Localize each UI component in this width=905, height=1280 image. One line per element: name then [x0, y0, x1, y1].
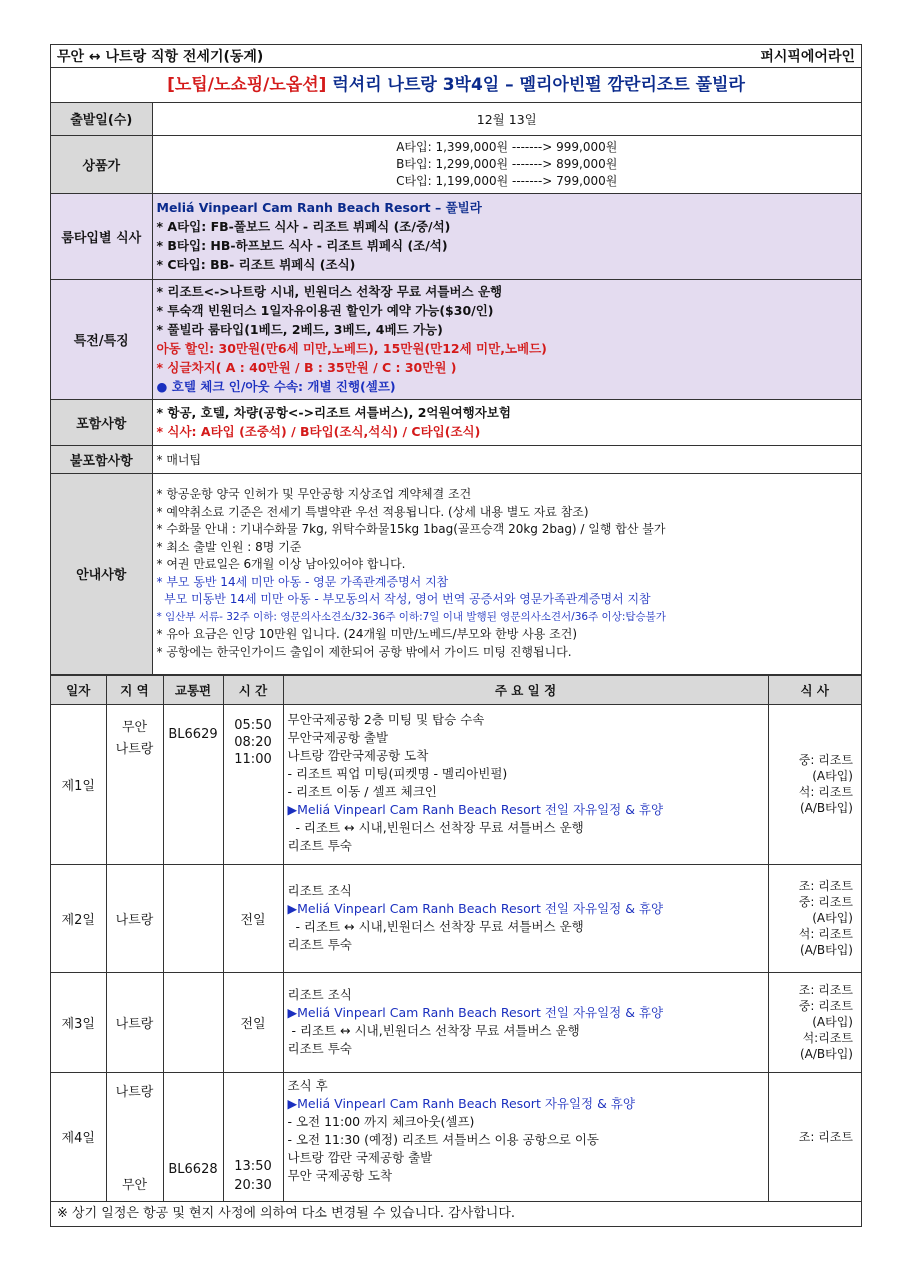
room-meal-label: 룸타입별 식사	[51, 193, 152, 279]
benefit-3: * 풀빌라 룸타입(1베드, 2베드, 3베드, 4베드 가능)	[156, 322, 443, 337]
note-3: * 수화물 안내 : 기내수화물 7kg, 위탁수화물15kg 1bag(골프승객 20kg 2bag) / 일행 합산 불가	[156, 522, 666, 536]
route-title: 무안 ↔ 나트랑 직항 전세기(동계)	[57, 49, 264, 65]
time-cell: 전일	[223, 864, 283, 972]
headline-tag: [노팁/노쇼핑/노옵션]	[167, 75, 327, 95]
itinerary-line: - 리조트 이동 / 셀프 체크인	[287, 783, 437, 799]
room-meal-c: * C타입: BB- 리조트 뷔페식 (조식)	[156, 257, 356, 272]
price-b: B타입: 1,299,000원 -------> 899,000원	[396, 156, 618, 171]
itinerary-line: - 오전 11:00 까지 체크아웃(셀프)	[287, 1113, 475, 1129]
region-to: 무안	[121, 1178, 148, 1193]
meal-line: 중: 리조트	[798, 999, 853, 1013]
stay-line: 리조트 투숙	[287, 1041, 352, 1056]
itinerary-sheet	[50, 44, 862, 1227]
benefits-cell	[152, 279, 861, 399]
col-transport: 교통편	[163, 675, 223, 704]
flight-number	[163, 864, 223, 972]
meal-line: (A타입)	[812, 1015, 853, 1029]
shuttle-line: - 리조트 ↔ 시내,빈원더스 선착장 무료 셔틀버스 운행	[287, 819, 584, 835]
time-cell: 전일	[223, 972, 283, 1072]
price-label: 상품가	[51, 135, 152, 193]
itinerary-line: 조식 후	[287, 1077, 328, 1093]
col-itinerary: 주 요 일 정	[283, 675, 768, 704]
benefits-label: 특전/특징	[51, 279, 152, 399]
meal-line: 석: 리조트	[798, 927, 853, 941]
departure-label: 출발일(수)	[51, 103, 152, 135]
single-charge: * 싱글차지( A : 40만원 / B : 35만원 / C : 30만원 )	[156, 360, 457, 375]
meal-line: (A/B타입)	[799, 943, 853, 957]
region-cell	[106, 1072, 163, 1201]
itinerary-line: 무안 국제공항 도착	[287, 1167, 393, 1183]
included-line-1: * 항공, 호텔, 차량(공항<->리조트 셔틀버스), 2억원여행자보험	[156, 405, 511, 420]
col-day: 일자	[51, 675, 106, 704]
region-cell: 나트랑	[106, 864, 163, 972]
itinerary-line: 무안국제공항 2층 미팅 및 탑승 수속	[287, 711, 485, 727]
resort-schedule-line: ▶Meliá Vinpearl Cam Ranh Beach Resort 전일 자유일정 & 휴양	[287, 801, 664, 817]
included-cell	[152, 399, 861, 445]
note-infant: * 유아 요금은 인당 10만원 입니다. (24개월 미만/노베드/부모와 한방 사용 조건)	[156, 627, 578, 641]
itinerary-line: 리조트 조식	[287, 883, 352, 898]
note-4: * 최소 출발 인원 : 8명 기준	[156, 539, 302, 554]
meal-line: (A타입)	[812, 911, 853, 925]
meal-line: 석: 리조트	[798, 785, 853, 799]
price-list	[152, 135, 861, 193]
time-1: 05:50	[234, 717, 272, 733]
room-meal-cell	[152, 193, 861, 279]
itinerary-cell	[283, 1072, 768, 1201]
meal-cell	[768, 704, 861, 864]
itinerary-line: 나트랑 깜란 국제공항 출발	[287, 1149, 433, 1165]
time-2: 20:30	[234, 1178, 272, 1193]
itinerary-cell	[283, 972, 768, 1072]
day-label: 제3일	[51, 972, 106, 1072]
meal-line: 석:리조트	[802, 1031, 853, 1045]
itinerary-line: - 오전 11:30 (예정) 리조트 셔틀버스 이용 공항으로 이동	[287, 1131, 599, 1147]
day-row	[51, 864, 861, 972]
note-1: * 항공운항 양국 인허가 및 무안공항 지상조업 계약체결 조건	[156, 487, 472, 501]
time-3: 11:00	[234, 751, 272, 767]
benefit-1: * 리조트<->나트랑 시내, 빈원더스 선착장 무료 셔틀버스 운행	[156, 284, 503, 299]
region-to: 나트랑	[115, 741, 154, 757]
note-child-1: * 부모 동반 14세 미만 아동 - 영문 가족관계증명서 지참	[156, 574, 449, 589]
meal-line: 중: 리조트	[798, 895, 853, 909]
day-label: 제1일	[51, 704, 106, 864]
benefit-2: * 투숙객 빈원더스 1일자유이용권 할인가 예약 가능($30/인)	[156, 303, 494, 318]
schedule-table	[51, 675, 861, 1202]
included-label: 포함사항	[51, 399, 152, 445]
meal-line: (A타입)	[812, 769, 853, 783]
airline-name: 퍼시픽에어라인	[760, 49, 855, 65]
stay-line: 리조트 투숙	[287, 837, 352, 853]
footer-note: ※ 상기 일정은 항공 및 현지 사정에 의하여 다소 변경될 수 있습니다. 감사합니다.	[51, 1201, 861, 1226]
itinerary-cell	[283, 704, 768, 864]
shuttle-line: - 리조트 ↔ 시내,빈원더스 선착장 무료 셔틀버스 운행	[287, 1023, 580, 1038]
meal-cell	[768, 1072, 861, 1201]
time-1: 13:50	[234, 1159, 272, 1174]
flight-number: BL6628	[163, 1072, 223, 1201]
itinerary-line: 나트랑 깜란국제공항 도착	[287, 747, 429, 763]
col-time: 시 간	[223, 675, 283, 704]
child-discount: 아동 할인: 30만원(만6세 미만,노베드), 15만원(만12세 미만,노베드)	[156, 341, 547, 356]
itinerary-line: 무안국제공항 출발	[287, 729, 389, 745]
region-from: 나트랑	[115, 1084, 154, 1100]
excluded-label: 불포함사항	[51, 445, 152, 473]
day-row	[51, 1072, 861, 1201]
note-pregnancy: * 임산부 서류- 32주 이하: 영문의사소견소/32-36주 이하:7일 이내 발행된 영문의사소견서/36주 이상:탑승불가	[156, 610, 666, 623]
meal-line: (A/B타입)	[799, 1047, 853, 1061]
headline-title: 럭셔리 나트랑 3박4일 – 멜리아빈펄 깜란리조트 풀빌라	[332, 75, 745, 95]
notes-cell	[152, 473, 861, 674]
note-guide: * 공항에는 한국인가이드 출입이 제한되어 공항 밖에서 가이드 미팅 진행됩니다.	[156, 644, 572, 659]
note-child-2: 부모 미동반 14세 미만 아동 - 부모동의서 작성, 영어 번역 공증서와 영문가족관계증명서 지참	[156, 592, 651, 606]
stay-line: 리조트 투숙	[287, 937, 352, 952]
resort-name: Meliá Vinpearl Cam Ranh Beach Resort – 풀빌라	[156, 200, 482, 215]
region-from: 무안	[121, 719, 148, 735]
shuttle-line: - 리조트 ↔ 시내,빈원더스 선착장 무료 셔틀버스 운행	[287, 919, 584, 934]
note-5: * 여권 만료일은 6개월 이상 남아있어야 합니다.	[156, 557, 406, 571]
checkin-notice: ● 호텔 체크 인/아웃 수속: 개별 진행(셀프)	[156, 379, 396, 394]
included-line-2: * 식사: A타입 (조중석) / B타입(조식,석식) / C타입(조식)	[156, 424, 481, 439]
product-headline	[51, 68, 861, 103]
room-meal-a: * A타입: FB-풀보드 식사 - 리조트 뷔페식 (조/중/석)	[156, 219, 451, 234]
day-row	[51, 972, 861, 1072]
day-row	[51, 704, 861, 864]
note-2: * 예약취소료 기준은 전세기 특별약관 우선 적용됩니다. (상세 내용 별도 자료 참조)	[156, 504, 589, 519]
resort-schedule-line: ▶Meliá Vinpearl Cam Ranh Beach Resort 전일 자유일정 & 휴양	[287, 901, 664, 916]
col-meal: 식 사	[768, 675, 861, 704]
meal-line: 조: 리조트	[798, 1129, 853, 1144]
excluded-value: * 매너팁	[152, 445, 861, 473]
itinerary-cell	[283, 864, 768, 972]
resort-schedule-line: ▶Meliá Vinpearl Cam Ranh Beach Resort 전일 자유일정 & 휴양	[287, 1005, 664, 1020]
resort-schedule-line: ▶Meliá Vinpearl Cam Ranh Beach Resort 자유일정 & 휴양	[287, 1095, 635, 1111]
flight-number: BL6629	[163, 704, 223, 864]
info-table	[51, 103, 861, 675]
meal-line: (A/B타입)	[799, 801, 853, 815]
meal-cell	[768, 972, 861, 1072]
time-cell	[223, 704, 283, 864]
itinerary-line: 리조트 조식	[287, 987, 352, 1002]
day-label: 제2일	[51, 864, 106, 972]
region-cell: 나트랑	[106, 972, 163, 1072]
title-bar	[51, 45, 861, 68]
col-region: 지 역	[106, 675, 163, 704]
meal-cell	[768, 864, 861, 972]
notes-label: 안내사항	[51, 473, 152, 674]
time-cell	[223, 1072, 283, 1201]
meal-line: 조: 리조트	[798, 983, 853, 997]
day-label: 제4일	[51, 1072, 106, 1201]
schedule-header	[51, 675, 861, 704]
meal-line: 조: 리조트	[798, 879, 853, 893]
region-cell	[106, 704, 163, 864]
time-2: 08:20	[234, 734, 272, 750]
room-meal-b: * B타입: HB-하프보드 식사 - 리조트 뷔페식 (조/석)	[156, 238, 448, 253]
price-c: C타입: 1,199,000원 -------> 799,000원	[396, 173, 618, 188]
flight-number	[163, 972, 223, 1072]
meal-line: 중: 리조트	[798, 753, 853, 767]
itinerary-line: - 리조트 픽업 미팅(피켓명 - 멜리아빈펄)	[287, 765, 508, 781]
departure-date: 12월 13일	[152, 103, 861, 135]
price-a: A타입: 1,399,000원 -------> 999,000원	[396, 139, 618, 154]
